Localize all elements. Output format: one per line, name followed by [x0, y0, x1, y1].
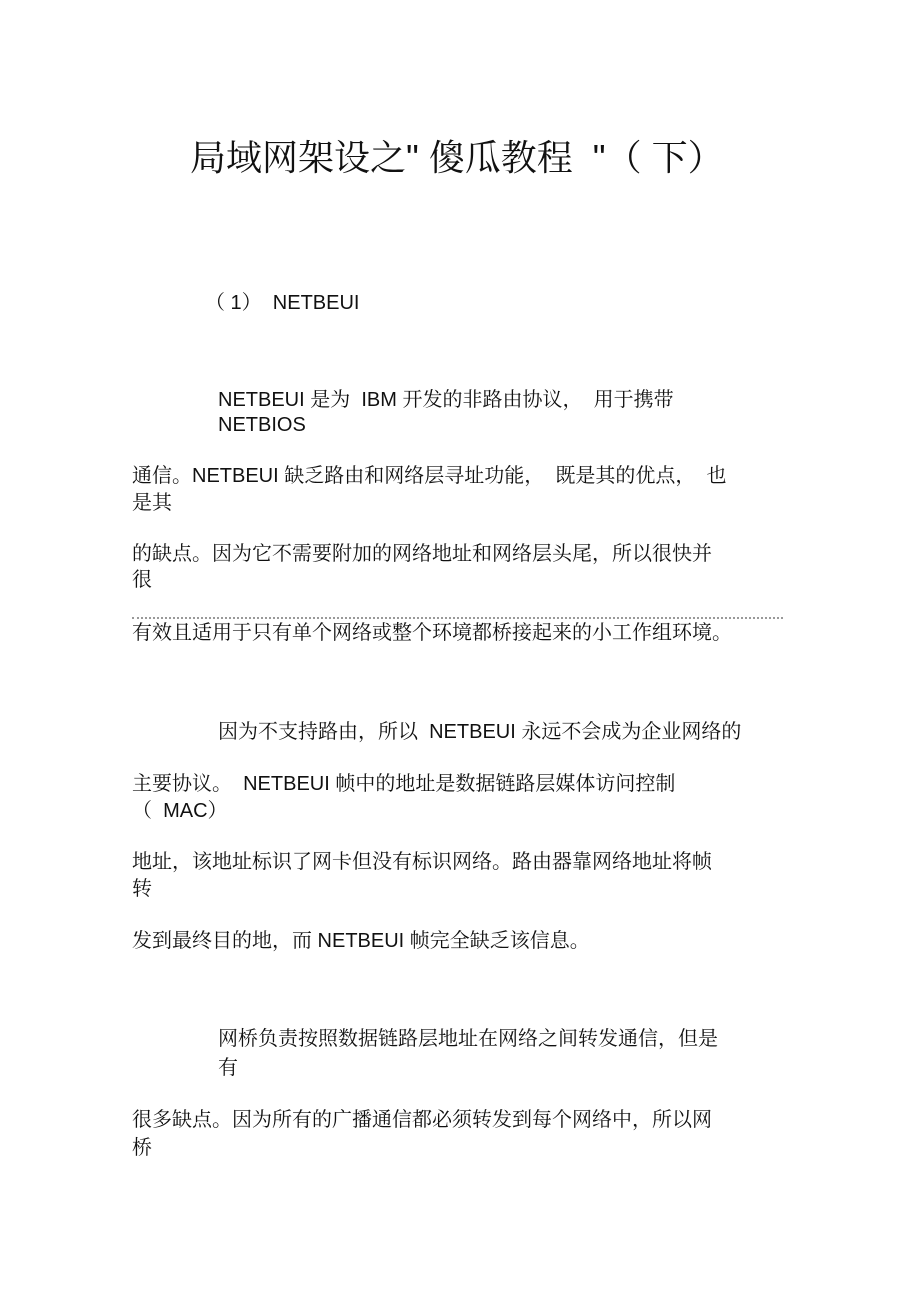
paragraph-line: 的缺点。因为它不需要附加的网络地址和网络层头尾，所以很快并	[132, 543, 712, 565]
paragraph-line: 是其	[132, 492, 172, 514]
page-break-divider	[132, 617, 783, 619]
paragraph-line: （ MAC）	[132, 800, 228, 822]
paragraph-line: 很	[132, 569, 152, 591]
paragraph-line: 通信。NETBEUI 缺乏路由和网络层寻址功能， 既是其的优点， 也	[132, 465, 727, 487]
paragraph-line: 转	[132, 878, 152, 900]
paragraph-line: 地址，该地址标识了网卡但没有标识网络。路由器靠网络地址将帧	[132, 851, 712, 873]
paragraph-line: 很多缺点。因为所有的广播通信都必须转发到每个网络中，所以网	[132, 1109, 712, 1131]
paragraph-line: 发到最终目的地，而 NETBEUI 帧完全缺乏该信息。	[132, 930, 590, 952]
paragraph-line: 主要协议。 NETBEUI 帧中的地址是数据链路层媒体访问控制	[132, 773, 676, 795]
paragraph-line: 因为不支持路由，所以 NETBEUI 永远不会成为企业网络的	[218, 721, 742, 743]
paragraph-line: 有效且适用于只有单个网络或整个环境都桥接起来的小工作组环境。	[132, 622, 732, 644]
paragraph-line: 网桥负责按照数据链路层地址在网络之间转发通信，但是	[218, 1028, 718, 1050]
section-heading: （ 1） NETBEUI	[205, 292, 360, 314]
document-title: 局域网架设之" 傻瓜教程 "（ 下）	[190, 137, 724, 178]
paragraph-line: 桥	[132, 1137, 152, 1159]
paragraph-line: 有	[218, 1057, 238, 1079]
paragraph-line: NETBEUI 是为 IBM 开发的非路由协议， 用于携带	[218, 389, 674, 411]
paragraph-line: NETBIOS	[218, 414, 306, 436]
